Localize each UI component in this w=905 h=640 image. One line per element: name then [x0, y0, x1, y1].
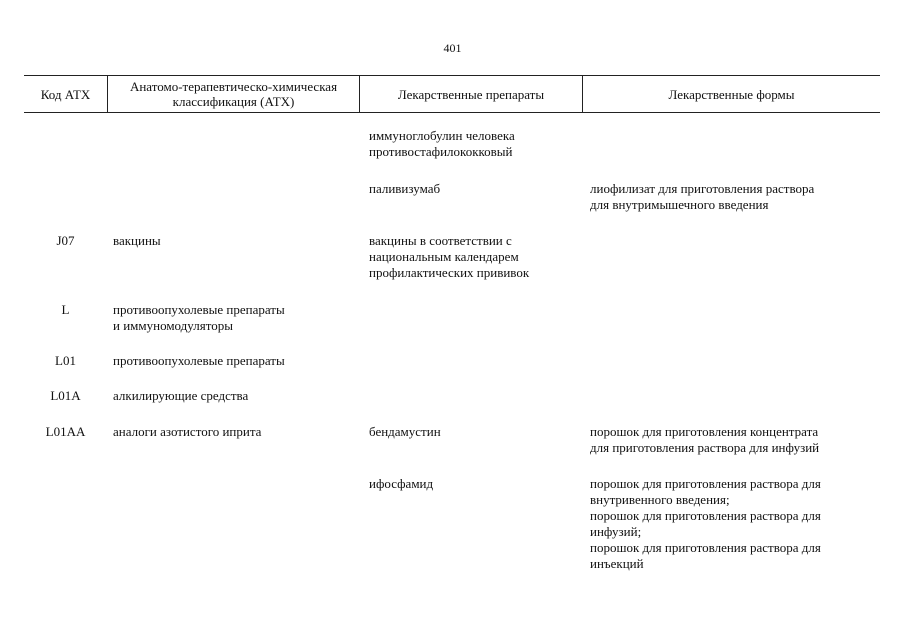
row-code: L01 — [55, 353, 76, 368]
row-form: лиофилизат для приготовления раствора для внутримышечного введения — [590, 181, 815, 212]
row-form: порошок для приготовления концентрата для приготовления раствора для инфузий — [590, 424, 820, 455]
row-drug: паливизумаб — [369, 181, 441, 196]
row-drug: вакцины в соответствии с национальным календарем профилактических прививок — [369, 233, 530, 280]
row-drug: иммуноглобулин человека противостафилококковый — [369, 128, 515, 159]
row-form: порошок для приготовления раствора для внутривенного введения; порошок для приготовления раствора для инфузий; порошок для приготовления раствора для инъекций — [590, 476, 821, 571]
row-drug: бендамустин — [369, 424, 441, 439]
row-code: J07 — [56, 233, 75, 248]
row-drug: ифосфамид — [369, 476, 434, 491]
row-classification: алкилирующие средства — [113, 388, 249, 403]
header-code: Код АТХ — [40, 86, 91, 102]
header-classification-label: Анатомо-терапевтическо-химическая классификация (АТХ) — [129, 79, 338, 109]
row-classification: вакцины — [113, 233, 161, 248]
row-classification: противоопухолевые препараты — [113, 353, 285, 368]
header-classification — [107, 76, 359, 112]
header-drugs: Лекарственные препараты — [359, 76, 582, 112]
row-classification: аналоги азотистого иприта — [113, 424, 262, 439]
table-header — [24, 75, 880, 113]
header-forms: Лекарственные формы — [582, 76, 880, 112]
atc-table — [24, 75, 880, 571]
page-number: 401 — [443, 41, 462, 55]
row-code: L — [61, 302, 70, 317]
row-code: L01AA — [45, 424, 86, 439]
row-code: L01A — [50, 388, 81, 403]
row-classification: противоопухолевые препараты и иммуномодуляторы — [113, 302, 285, 333]
